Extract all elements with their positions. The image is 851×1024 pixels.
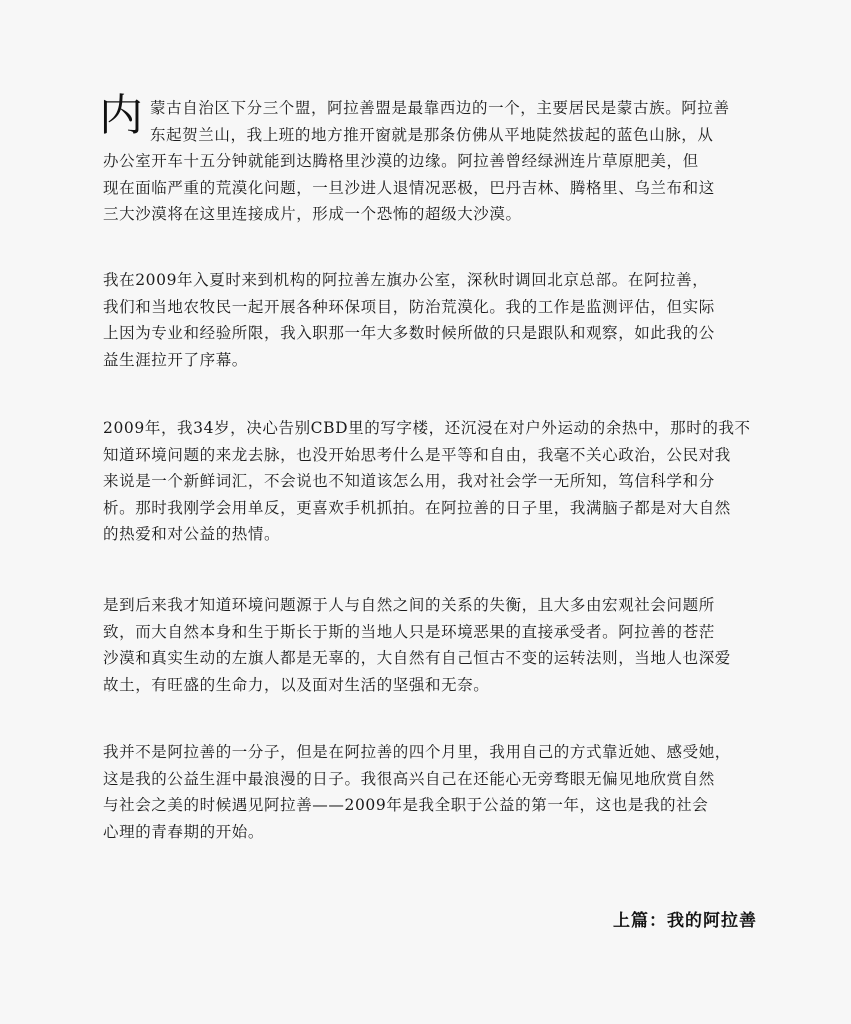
paragraph-line: 的热爱和对公益的热情。 [103, 525, 281, 543]
paragraph-line: 是到后来我才知道环境问题源于人与自然之间的关系的失衡，且大多由宏观社会问题所 [103, 596, 715, 614]
paragraph-line: 我们和当地农牧民一起开展各种环保项目，防治荒漠化。我的工作是监测评估，但实际 [103, 297, 715, 316]
paragraph-5 [103, 739, 763, 845]
paragraph-line: 我并不是阿拉善的一分子，但是在阿拉善的四个月里，我用自己的方式靠近她、感受她， [103, 743, 731, 761]
paragraph-line: 这是我的公益生涯中最浪漫的日子。我很高兴自己在还能心无旁骛眼无偏见地欣赏自然 [103, 769, 715, 788]
paragraph-line: 2009年，我34岁，决心告别CBD里的写字楼，还沉浸在对户外运动的余热中，那时的我不 [103, 419, 751, 437]
paragraph-2 [103, 267, 763, 373]
paragraph-line: 心理的青春期的开始。 [103, 822, 265, 841]
paragraph-line: 东起贺兰山，我上班的地方推开窗就是那条仿佛从平地陡然拔起的蓝色山脉，从 [150, 125, 714, 144]
paragraph-line: 知道环境问题的来龙去脉，也没开始思考什么是平等和自由，我毫不关心政治，公民对我 [103, 445, 731, 464]
paragraph-1 [103, 95, 763, 228]
paragraph-line: 我在2009年入夏时来到机构的阿拉善左旗办公室，深秋时调回北京总部。在阿拉善， [103, 271, 709, 289]
drop-cap: 内 [99, 90, 143, 141]
paragraph-line: 来说是一个新鲜词汇，不会说也不知道该怎么用，我对社会学一无所知，笃信科学和分 [103, 472, 715, 490]
paragraph-3 [103, 415, 763, 548]
paragraph-line: 办公室开车十五分钟就能到达腾格里沙漠的边缘。阿拉善曾经绿洲连片草原肥美，但 [103, 152, 699, 170]
paragraph-line: 与社会之美的时候遇见阿拉善——2009年是我全职于公益的第一年，这也是我的社会 [103, 796, 709, 814]
paragraph-line: 沙漠和真实生动的左旗人都是无辜的，大自然有自己恒古不变的运转法则，当地人也深爱 [103, 649, 731, 667]
paragraph-line: 蒙古自治区下分三个盟，阿拉善盟是最靠西边的一个，主要居民是蒙古族。阿拉善 [150, 99, 730, 117]
paragraph-line: 致，而大自然本身和生于斯长于斯的当地人只是环境恶果的直接承受者。阿拉善的苍茫 [103, 622, 715, 641]
section-footer-title: 上篇：我的阿拉善 [613, 911, 757, 931]
paragraph-line: 故土，有旺盛的生命力，以及面对生活的坚强和无奈。 [103, 675, 490, 694]
paragraph-line: 上因为专业和经验所限，我入职那一年大多数时候所做的只是跟队和观察，如此我的公 [103, 324, 715, 342]
paragraph-line: 益生涯拉开了序幕。 [103, 350, 248, 369]
paragraph-line: 现在面临严重的荒漠化问题，一旦沙进人退情况恶极，巴丹吉林、腾格里、乌兰布和这 [103, 178, 715, 197]
paragraph-line: 三大沙漠将在这里连接成片，形成一个恐怖的超级大沙漠。 [103, 205, 522, 223]
paragraph-line: 析。那时我刚学会用单反，更喜欢手机抓拍。在阿拉善的日子里，我满脑子都是对大自然 [103, 498, 731, 517]
paragraph-4 [103, 592, 763, 698]
